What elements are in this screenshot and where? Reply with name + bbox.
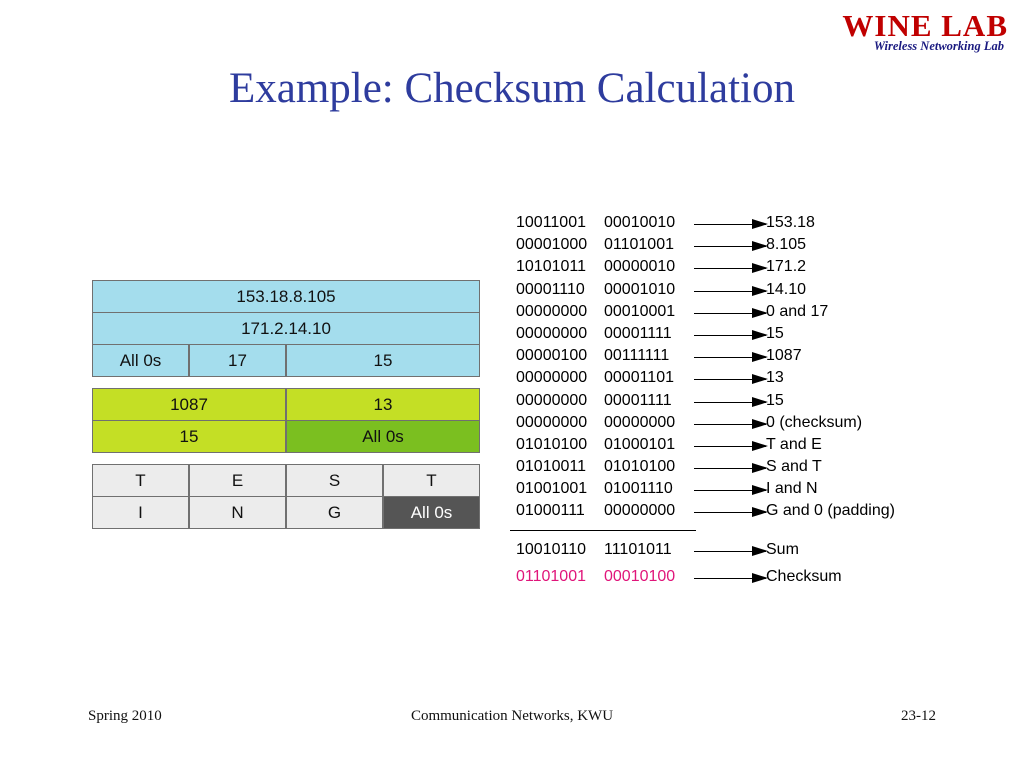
binary-high-byte: 10101011 <box>516 258 586 276</box>
binary-low-byte: 00001101 <box>604 369 674 387</box>
pseudo-header-row-2 <box>92 312 480 345</box>
binary-high-byte: 10011001 <box>516 214 586 231</box>
binary-sum-list <box>516 214 936 525</box>
pseudo-header-row-1 <box>92 280 480 313</box>
row-meaning: 8.105 <box>766 236 807 254</box>
binary-high-byte: 01001001 <box>516 480 588 498</box>
right-arrow-icon <box>694 424 766 425</box>
row-meaning: S and T <box>766 458 822 476</box>
binary-row <box>516 436 936 458</box>
binary-row <box>516 414 936 436</box>
binary-low-byte: 00001010 <box>604 280 676 298</box>
sum-label: Sum <box>766 541 799 558</box>
binary-low-byte: 00000000 <box>604 413 676 431</box>
checksum-high-byte: 01101001 <box>516 568 586 585</box>
sum-low-byte: 11101011 <box>604 541 672 558</box>
slide-title: Example: Checksum Calculation <box>228 65 796 112</box>
udp-length-cell: 15 <box>286 344 480 377</box>
source-ip-cell: 153.18.8.105 <box>92 280 480 313</box>
binary-row <box>516 480 936 502</box>
data-cell: E <box>189 464 286 497</box>
source-port-cell: 1087 <box>92 388 286 421</box>
destination-ip-cell: 171.2.14.10 <box>92 312 480 345</box>
binary-row <box>516 281 936 303</box>
checksum-row <box>516 568 936 590</box>
binary-high-byte: 01000111 <box>516 502 585 520</box>
binary-row <box>516 303 936 325</box>
udp-header-row-2 <box>92 420 480 453</box>
footer-date: Spring 2010 <box>88 708 162 724</box>
row-meaning: 0 and 17 <box>766 302 829 320</box>
right-arrow-icon <box>694 224 766 225</box>
binary-high-byte: 00000000 <box>516 324 588 342</box>
binary-high-byte: 00001110 <box>516 280 585 298</box>
binary-row <box>516 369 936 391</box>
logo-subtitle: Wireless Networking Lab <box>873 39 1004 53</box>
binary-row <box>516 236 936 258</box>
protocol-cell: 17 <box>189 344 286 377</box>
binary-low-byte: 00000000 <box>604 502 676 520</box>
footer-course: Communication Networks, KWU <box>410 708 614 724</box>
checksum-label: Checksum <box>766 568 842 585</box>
right-arrow-icon <box>694 313 766 314</box>
binary-high-byte: 00001000 <box>516 236 588 254</box>
binary-high-byte: 00000000 <box>516 391 588 409</box>
sum-result-list <box>516 541 936 590</box>
right-arrow-icon <box>694 578 766 579</box>
binary-low-byte: 00111111 <box>604 347 670 365</box>
binary-low-byte: 00001111 <box>604 324 672 342</box>
data-cell: G <box>286 496 383 529</box>
pseudo-header-row-3 <box>92 344 480 377</box>
sum-row <box>516 541 936 568</box>
right-arrow-icon <box>694 379 766 380</box>
right-arrow-icon <box>694 268 766 269</box>
row-meaning: I and N <box>766 480 818 498</box>
right-arrow-icon <box>694 446 766 447</box>
right-arrow-icon <box>694 291 766 292</box>
right-arrow-icon <box>694 551 766 552</box>
row-meaning: 15 <box>766 324 784 342</box>
wine-lab-logo <box>842 8 1008 56</box>
row-meaning: 1087 <box>766 347 802 365</box>
right-arrow-icon <box>694 490 766 491</box>
zeros-cell: All 0s <box>92 344 189 377</box>
row-meaning: 14.10 <box>766 280 807 298</box>
length-cell: 15 <box>92 420 286 453</box>
row-meaning: 0 (checksum) <box>766 413 863 431</box>
right-arrow-icon <box>694 402 766 403</box>
checksum-low-byte: 00010100 <box>604 568 676 585</box>
binary-row <box>516 214 936 236</box>
right-arrow-icon <box>694 512 766 513</box>
binary-low-byte: 00010001 <box>604 302 676 320</box>
footer-slide-number: 23-12 <box>901 708 936 724</box>
binary-high-byte: 01010100 <box>516 435 588 453</box>
binary-row <box>516 458 936 480</box>
row-meaning: 15 <box>766 391 784 409</box>
binary-row <box>516 347 936 369</box>
binary-high-byte: 01010011 <box>516 458 586 476</box>
data-cell: I <box>92 496 189 529</box>
right-arrow-icon <box>694 335 766 336</box>
row-meaning: G and 0 (padding) <box>766 502 895 520</box>
logo-title: WINE LAB <box>842 8 1008 43</box>
sum-divider <box>510 530 696 531</box>
destination-port-cell: 13 <box>286 388 480 421</box>
binary-row <box>516 502 936 524</box>
binary-low-byte: 01101001 <box>604 236 674 254</box>
binary-row <box>516 325 936 347</box>
data-cell: N <box>189 496 286 529</box>
row-meaning: T and E <box>766 435 822 453</box>
data-cell: S <box>286 464 383 497</box>
binary-high-byte: 00000000 <box>516 413 588 431</box>
checksum-field-cell: All 0s <box>286 420 480 453</box>
binary-low-byte: 01000101 <box>604 435 676 453</box>
binary-low-byte: 00001111 <box>604 391 672 409</box>
data-row-2 <box>92 496 480 529</box>
binary-high-byte: 00000000 <box>516 369 588 387</box>
binary-low-byte: 01010100 <box>604 458 676 476</box>
right-arrow-icon <box>694 357 766 358</box>
data-cell: T <box>383 464 480 497</box>
udp-header-row-1 <box>92 388 480 421</box>
sum-high-byte: 10010110 <box>516 541 586 558</box>
row-meaning: 13 <box>766 369 784 387</box>
binary-row <box>516 258 936 280</box>
data-cell: T <box>92 464 189 497</box>
binary-high-byte: 00000000 <box>516 302 588 320</box>
row-meaning: 153.18 <box>766 214 815 231</box>
binary-low-byte: 00000010 <box>604 258 676 276</box>
right-arrow-icon <box>694 246 766 247</box>
binary-low-byte: 00010010 <box>604 214 676 231</box>
binary-row <box>516 392 936 414</box>
padding-cell: All 0s <box>383 496 480 529</box>
data-row-1 <box>92 464 480 497</box>
right-arrow-icon <box>694 468 766 469</box>
binary-high-byte: 00000100 <box>516 347 588 365</box>
binary-low-byte: 01001110 <box>604 480 673 498</box>
row-meaning: 171.2 <box>766 258 807 276</box>
